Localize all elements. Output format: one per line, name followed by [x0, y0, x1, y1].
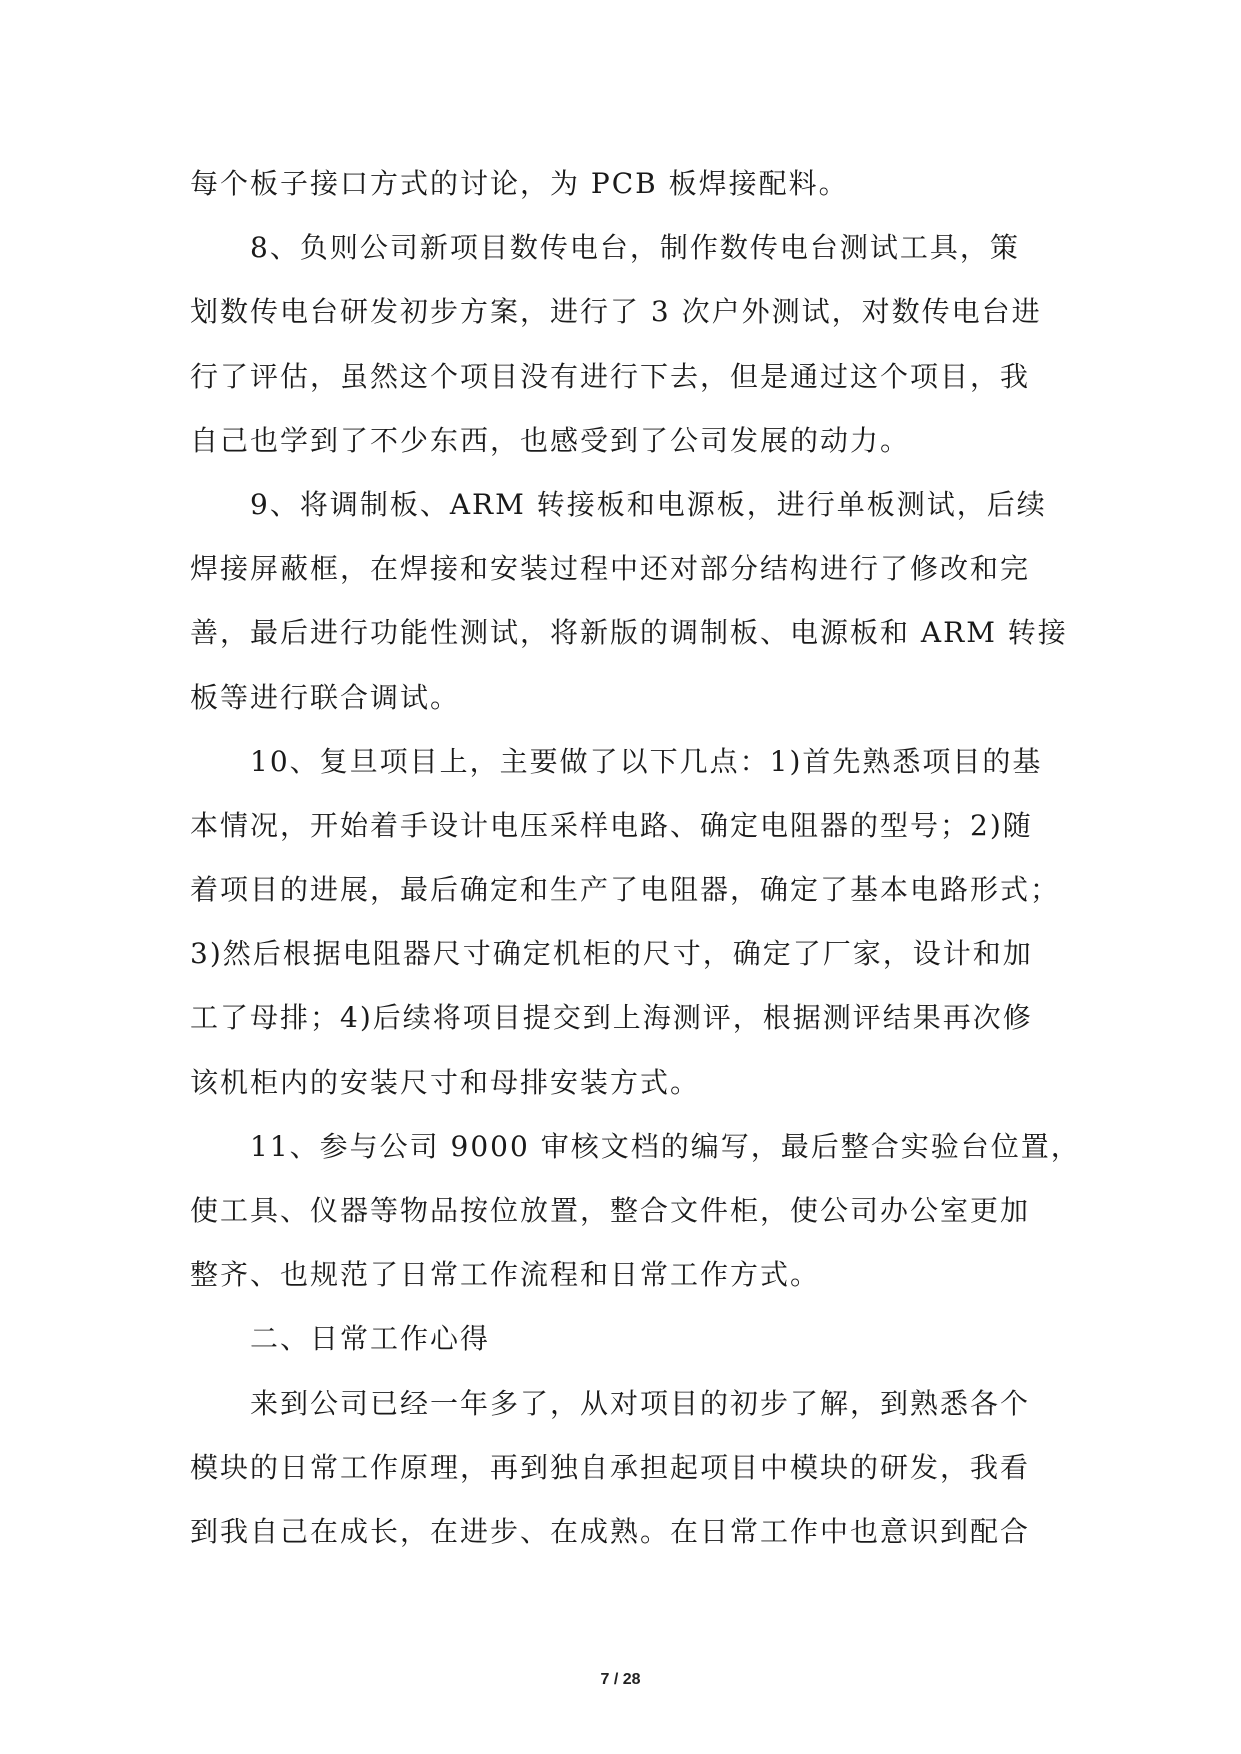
text-line: 焊接屏蔽框，在焊接和安装过程中还对部分结构进行了修改和完	[190, 552, 1031, 586]
text-line: 8、负则公司新项目数传电台，制作数传电台测试工具，策	[250, 231, 1020, 265]
text-line: 行了评估，虽然这个项目没有进行下去，但是通过这个项目，我	[190, 359, 1031, 393]
text-line: 自己也学到了不少东西，也感受到了公司发展的动力。	[190, 423, 911, 457]
section-heading: 二、日常工作心得	[250, 1322, 491, 1356]
text-line: 善，最后进行功能性测试，将新版的调制板、电源板和 ARM 转接	[190, 616, 1068, 650]
text-line: 工了母排；4)后续将项目提交到上海测评，根据测评结果再次修	[190, 1001, 1033, 1035]
text-line: 到我自己在成长，在进步、在成熟。在日常工作中也意识到配合	[190, 1514, 1031, 1548]
text-line: 划数传电台研发初步方案，进行了 3 次户外测试，对数传电台进	[190, 295, 1042, 329]
document-body	[190, 152, 1081, 1564]
text-line: 板等进行联合调试。	[190, 680, 461, 714]
text-line: 模块的日常工作原理，再到独自承担起项目中模块的研发，我看	[190, 1450, 1031, 1484]
text-line: 10、复旦项目上，主要做了以下几点：1)首先熟悉项目的基	[250, 744, 1043, 778]
text-line: 本情况，开始着手设计电压采样电路、确定电阻器的型号；2)随	[190, 808, 1033, 842]
text-line: 9、将调制板、ARM 转接板和电源板，进行单板测试，后续	[250, 487, 1047, 521]
text-line: 3)然后根据电阻器尺寸确定机柜的尺寸，确定了厂家，设计和加	[190, 937, 1033, 971]
text-line: 每个板子接口方式的讨论，为 PCB 板焊接配料。	[190, 167, 849, 200]
text-line: 来到公司已经一年多了，从对项目的初步了解，到熟悉各个	[250, 1386, 1031, 1420]
text-line: 该机柜内的安装尺寸和母排安装方式。	[190, 1065, 701, 1099]
text-line: 着项目的进展，最后确定和生产了电阻器，确定了基本电路形式；	[190, 873, 1061, 907]
text-line: 11、参与公司 9000 审核文档的编写，最后整合实验台位置，	[250, 1129, 1081, 1163]
text-line: 使工具、仪器等物品按位放置，整合文件柜，使公司办公室更加	[190, 1194, 1031, 1227]
text-line: 整齐、也规范了日常工作流程和日常工作方式。	[190, 1258, 821, 1292]
page-number: 7 / 28	[600, 1671, 641, 1688]
